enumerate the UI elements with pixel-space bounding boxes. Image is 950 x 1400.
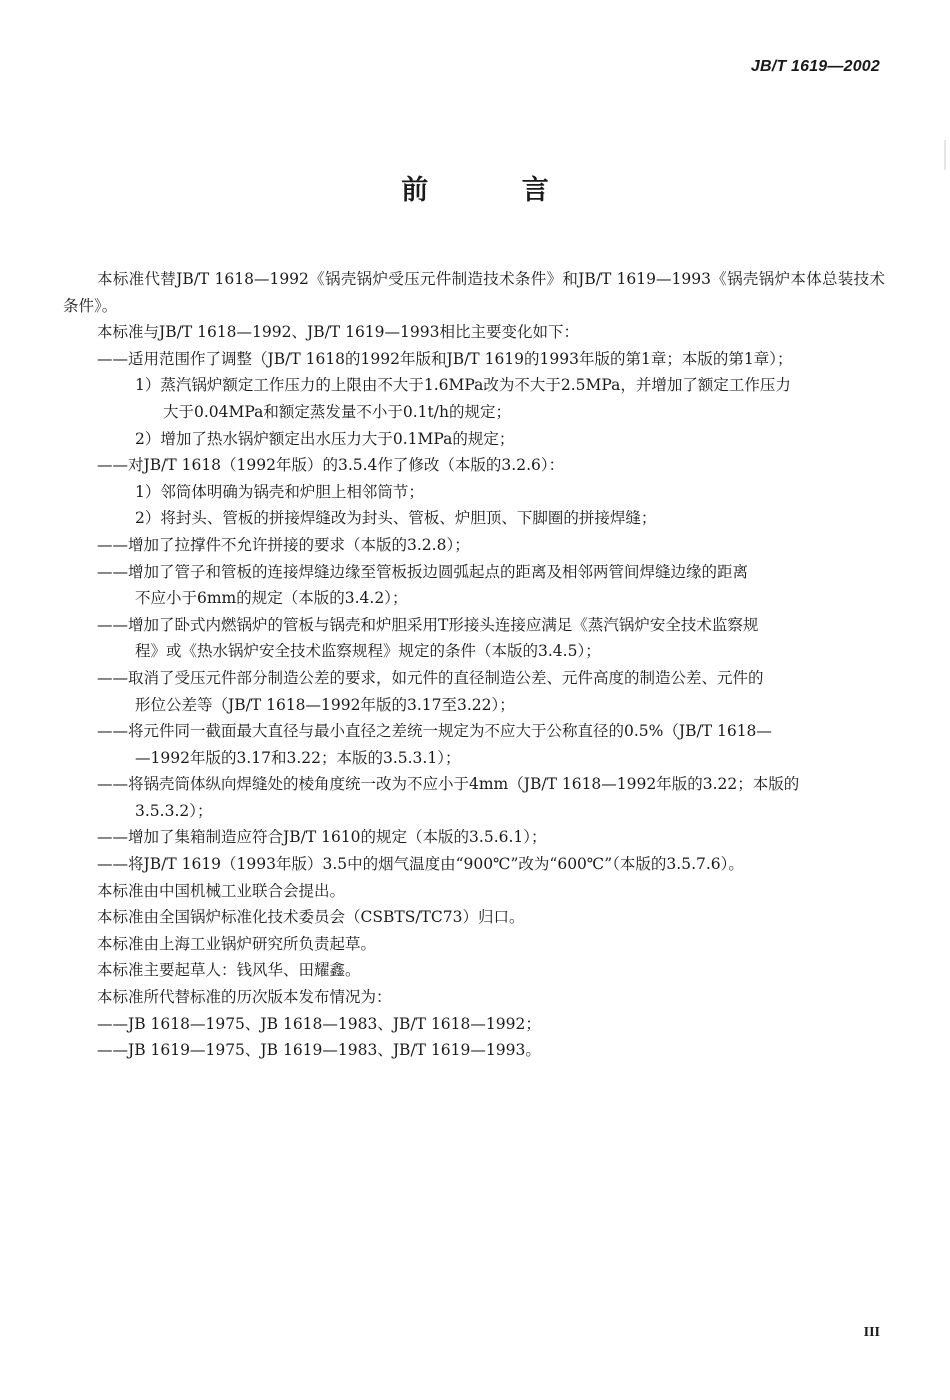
item-line: ——将元件同一截面最大直径与最小直径之差统一规定为不应大于公称直径的0.5%（JB/T 1618— [97,722,772,741]
change-item-tube-weld-distance [63,559,885,612]
change-subitem-steam-pressure [63,372,885,425]
change-item-headers: ——增加了集箱制造应符合JB/T 1610的规定（本版的3.5.6.1）； [97,828,547,847]
page-edge-mark [944,140,946,170]
item-line: ——增加了卧式内燃锅炉的管板与锅壳和炉胆采用T形接头连接应满足《蒸汽锅炉安全技术监察规 [97,615,759,634]
item-line: ——增加了管子和管板的连接焊缝边缘至管板扳边圆弧起点的距离及相邻两管间焊缝边缘的距离 [97,562,749,581]
paragraph-changes-intro: 本标准与JB/T 1618—1992、JB/T 1619—1993相比主要变化如下： [97,323,579,342]
item-line: 程》或《热水锅炉安全技术监察规程》规定的条件（本版的3.4.5）； [135,642,601,661]
paragraph-under-jurisdiction: 本标准由全国锅炉标准化技术委员会（CSBTS/TC73）归口。 [97,908,525,927]
change-item-tolerances [63,665,885,718]
change-item-3-5-4: ——对JB/T 1618（1992年版）的3.5.4作了修改（本版的3.2.6）： [97,456,565,475]
standard-code: JB/T 1619—2002 [750,58,880,75]
change-item-t-joint [63,612,885,665]
foreword-body [63,266,885,1064]
change-item-diameter-difference [63,718,885,771]
change-item-stays: ——增加了拉撑件不允许拼接的要求（本版的3.2.8）； [97,535,470,554]
paragraph-drafters: 本标准主要起草人：钱风华、田耀鑫。 [97,961,361,980]
change-item-flue-gas: ——将JB/T 1619（1993年版）3.5中的烟气温度由“900℃”改为“600℃”（本版的3.5.7.6）。 [97,855,744,874]
history-item-1618: ——JB 1618—1975、JB 1618—1983、JB/T 1618—1992； [97,1014,541,1033]
change-item-scope: ——适用范围作了调整（JB/T 1618的1992年版和JB/T 1619的1993年版的第1章；本版的第1章）； [97,349,793,368]
change-item-peaking [63,771,885,824]
subitem-line: 大于0.04MPa和额定蒸发量不小于0.1t/h的规定； [163,402,511,421]
page-title: 前 言 [401,175,591,206]
subitem-line: 1）蒸汽锅炉额定工作压力的上限由不大于1.6MPa改为不大于2.5MPa，并增加了额定工作压力 [135,376,791,395]
item-line: 3.5.3.2）； [135,801,213,820]
paragraph-proposed-by: 本标准由中国机械工业联合会提出。 [97,881,346,900]
item-line: ——将锅壳筒体纵向焊缝处的棱角度统一改为不应小于4mm（JB/T 1618—1992年版的3.22；本版的 [97,775,800,794]
change-subitem-butt-welds: 2）将封头、管板的拼接焊缝改为封头、管板、炉胆顶、下脚圈的拼接焊缝； [135,509,657,528]
item-line: —1992年版的3.17和3.22；本版的3.5.3.1）； [135,748,461,767]
change-subitem-adjacent-shell: 1）邻筒体明确为锅壳和炉胆上相邻筒节； [135,482,424,501]
item-line: ——取消了受压元件部分制造公差的要求，如元件的直径制造公差、元件高度的制造公差、元件的 [97,668,764,687]
history-item-1619: ——JB 1619—1975、JB 1619—1983、JB/T 1619—1993。 [97,1041,541,1060]
change-subitem-hot-water-pressure: 2）增加了热水锅炉额定出水压力大于0.1MPa的规定； [135,429,515,448]
paragraph-drafted-by: 本标准由上海工业锅炉研究所负责起草。 [97,934,377,953]
paragraph-replaces: 本标准代替JB/T 1618—1992《锅壳锅炉受压元件制造技术条件》和JB/T 1619—1993《锅壳锅炉本体总装技术条件》。 [63,270,885,315]
page-number: III [863,1325,880,1340]
item-line: 不应小于6mm的规定（本版的3.4.2）； [135,589,408,608]
item-line: 形位公差等（JB/T 1618—1992年版的3.17至3.22）； [135,695,515,714]
paragraph-history-intro: 本标准所代替标准的历次版本发布情况为： [97,988,392,1007]
